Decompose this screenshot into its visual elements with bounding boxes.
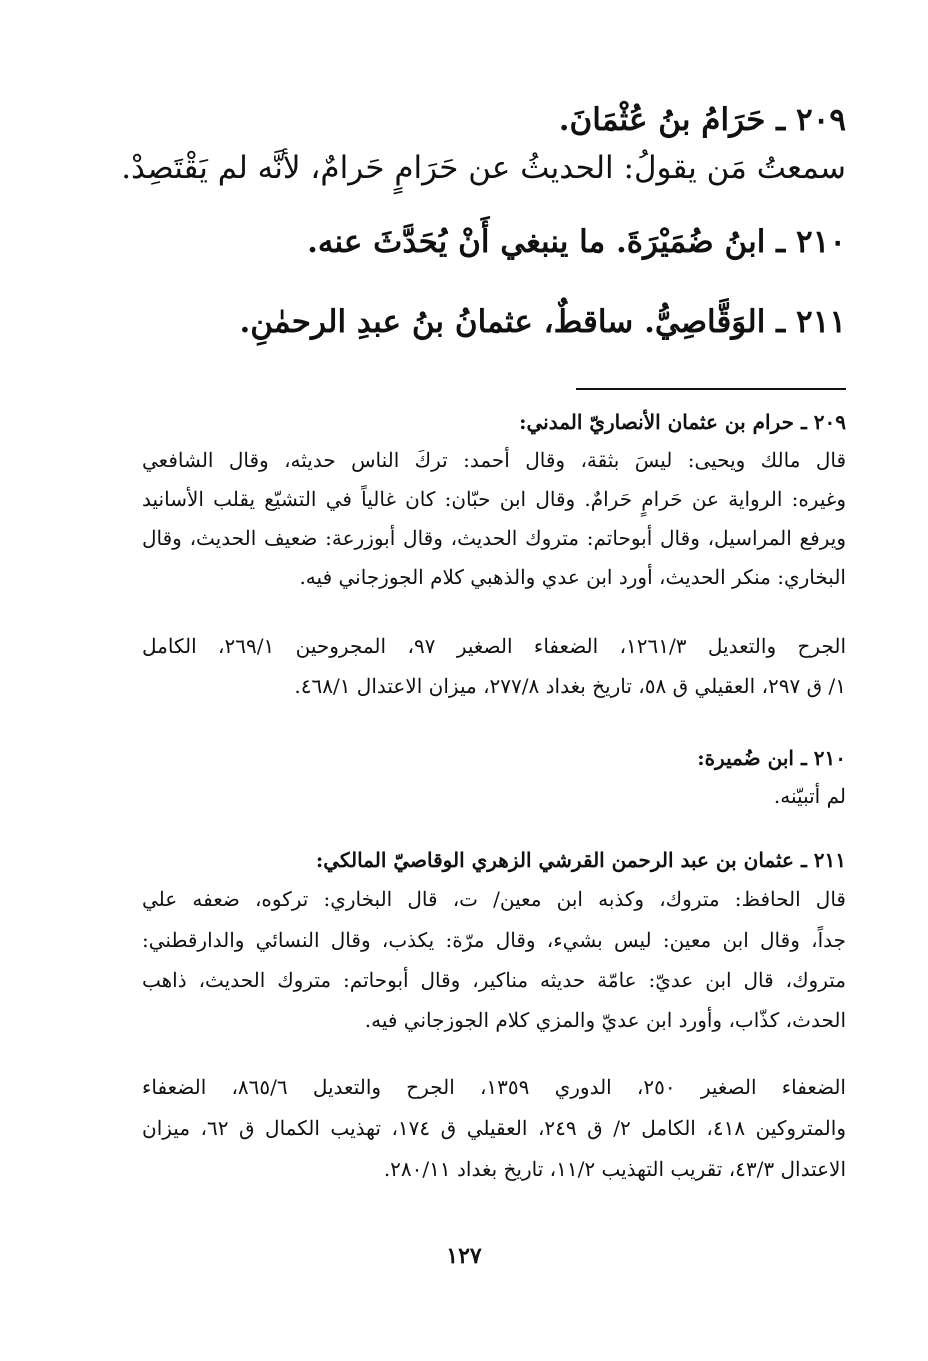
footnote-211-line-4: الحدث، كذّاب، وأورد ابن عديّ والمزي كلام الجوزجاني فيه. — [364, 1008, 846, 1032]
footnote-209-heading: ٢٠٩ ـ حرام بن عثمان الأنصاريّ المدني: — [519, 410, 846, 434]
entry-211-number: ٢١١ — [796, 304, 846, 340]
footnote-211-heading: ٢١١ ـ عثمان بن عبد الرحمن القرشي الزهري الوقاصيّ المالكي: — [315, 848, 846, 872]
footnote-211-line-1: قال الحافظ: متروك، وكذبه ابن معين/ ت، قال البخاري: تركوه، ضعفه علي — [142, 887, 846, 911]
entry-209-title-text: ـ حَرَامُ بنُ عُثْمَانَ. — [558, 102, 786, 138]
entry-209-text: سمعتُ مَن يقولُ: الحديثُ عن حَرَامٍ حَرامٌ، لأنَّه لم يَقْتَصِدْ. — [121, 150, 846, 186]
entry-211 — [239, 302, 846, 342]
entry-211-text: ـ الوَقَّاصِيُّ. ساقطٌ، عثمانُ بنُ عبدِ الرحمٰنِ. — [239, 304, 786, 340]
footnote-211-refs-2: والمتروكين ٤١٨، الكامل ٢/ ق ٢٤٩، العقيلي ق ١٧٤، تهذيب الكمال ق ٦٢، ميزان — [142, 1116, 846, 1140]
entry-210-text: ـ ابنُ ضُمَيْرَةَ. ما ينبغي أَنْ يُحَدَّثَ عنه. — [307, 224, 786, 260]
entry-209-title — [559, 100, 846, 140]
footnote-209-line-1: قال مالك ويحيى: ليسَ بثقة، وقال أحمد: تركَ الناس حديثه، وقال الشافعي — [142, 448, 846, 472]
footnote-209-refs-1: الجرح والتعديل ١٢٦١/٣، الضعفاء الصغير ٩٧، المجروحين ٢٦٩/١، الكامل — [142, 634, 847, 658]
entry-210 — [307, 222, 846, 262]
entry-210-number: ٢١٠ — [796, 224, 846, 260]
footnote-211-refs-1: الضعفاء الصغير ٢٥٠، الدوري ١٣٥٩، الجرح والتعديل ٨٦٥/٦، الضعفاء — [142, 1075, 846, 1099]
footnote-211-line-2: جداً، وقال ابن معين: ليس بشيء، وقال مرّة: يكذب، وقال النسائي والدارقطني: — [142, 928, 846, 952]
page-number: ١٢٧ — [446, 1243, 482, 1269]
footnote-divider — [576, 388, 846, 390]
footnote-211-refs-3: الاعتدال ٤٣/٣، تقريب التهذيب ١١/٢، تاريخ بغداد ٢٨٠/١١. — [383, 1157, 846, 1181]
footnote-209-line-4: البخاري: منكر الحديث، أورد ابن عدي والذهبي كلام الجوزجاني فيه. — [299, 565, 846, 589]
entry-209-number: ٢٠٩ — [796, 102, 846, 138]
footnote-209-line-2: وغيره: الرواية عن حَرامٍ حَرامٌ. وقال ابن حبّان: كان غالياً في التشيّع يقلب الأسانيد — [142, 487, 846, 511]
footnote-210-line-1: لم أتبيّنه. — [773, 784, 846, 808]
footnote-209-line-3: ويرفع المراسيل، وقال أبوحاتم: متروك الحديث، وقال أبوزرعة: ضعيف الحديث، وقال — [142, 526, 846, 550]
footnote-209-refs-2: ١/ ق ٢٩٧، العقيلي ق ٥٨، تاريخ بغداد ٢٧٧/٨، ميزان الاعتدال ٤٦٨/١. — [294, 674, 846, 698]
footnote-210-heading: ٢١٠ ـ ابن ضُميرة: — [697, 746, 846, 770]
footnote-211-line-3: متروك، قال ابن عديّ: عامّة حديثه مناكير، وقال أبوحاتم: متروك الحديث، ذاهب — [142, 968, 846, 992]
